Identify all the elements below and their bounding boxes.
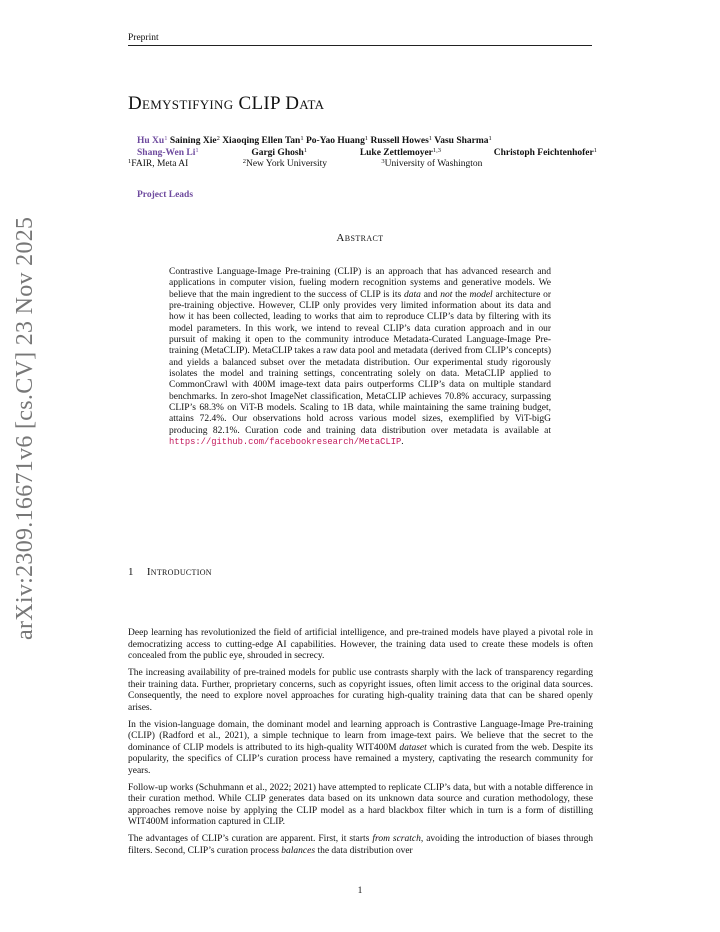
abstract-heading: Abstract	[336, 232, 384, 244]
affiliation: $^2$New York University	[242, 158, 327, 169]
author-line-1	[137, 136, 597, 148]
author-name: Shang-Wen Li$^1$	[137, 146, 199, 158]
author-line-2	[137, 148, 597, 160]
running-head: Preprint	[128, 33, 592, 46]
affiliation: $^1$FAIR, Meta AI	[128, 158, 189, 169]
introduction-body	[128, 628, 593, 863]
paragraph: In the vision-language domain, the dominant model and learning approach is Contrastive Language-Image Pre-training (CLIP) (Radford et al., 2021), a simple technique to learn from image-text pairs. We believe that the secret to the dominance of CLIP models is attributed to its high-quality WIT400M dataset which is curated from the web. Despite its popularity, the specifics of CLIP’s curation process have remained a mystery, captivating the research community for years.	[128, 719, 593, 776]
paragraph: Follow-up works (Schuhmann et al., 2022; 2021) have attempted to replicate CLIP’s data, but with a notable difference in their curation method. While CLIP generates data based on its unknown data source and curation methodology, these approaches remove noise by applying the CLIP model as a hard blackbox filter which in turn is a form of distilling WIT400M information captured in CLIP.	[128, 782, 593, 827]
author-name: Luke Zettlemoyer$^{1,3}$	[359, 146, 442, 158]
page-number: 1	[357, 886, 363, 896]
author-name: Vasu Sharma$^1$	[434, 135, 492, 146]
project-leads-note: Project Leads	[137, 190, 194, 200]
author-name: Hu Xu$^1$	[137, 135, 168, 146]
paragraph: Deep learning has revolutionized the field of artificial intelligence, and pre-trained models have played a pivotal role in democratizing access to cutting-edge AI capabilities. However, the training data used to create these models is often concealed from the public eye, shrouded in secrecy.	[128, 628, 593, 661]
section-number: 1	[128, 566, 134, 578]
paragraph: The increasing availability of pre-trained models for public use contrasts sharply with the lack of transparency regarding their training data. Further, proprietary concerns, such as copyright issues, often limit access to the original data sources. Consequently, the need to explore novel approaches for curating high-quality training data that can be shared openly arises.	[128, 668, 593, 713]
author-name: Russell Howes$^1$	[370, 135, 433, 146]
affiliation-line	[128, 159, 597, 171]
author-block	[128, 135, 597, 171]
paper-title: Demystifying CLIP Data	[128, 93, 325, 114]
author-name: Po-Yao Huang$^1$	[305, 135, 369, 146]
abstract-text: Contrastive Language-Image Pre-training (CLIP) is an approach that has advanced research and applications in computer vision, fueling modern recognition systems and generative models. We believe that the main ingredient to the success of CLIP is its data and not the model architecture or pre-training objective. However, CLIP only provides very limited information about its data and how it has been collected, leading to works that aim to reproduce CLIP’s data by filtering with its model parameters. In this work, we intend to reveal CLIP’s data curation approach and in our pursuit of making it open to the community introduce Metadata-Curated Language-Image Pre-training (MetaCLIP). MetaCLIP takes a raw data pool and metadata (derived from CLIP’s concepts) and yields a balanced subset over the metadata distribution. Our experimental study rigorously isolates the model and training settings, concentrating solely on data. MetaCLIP applied to CommonCrawl with 400M image-text data pairs outperforms CLIP’s data on multiple standard benchmarks. In zero-shot ImageNet classification, MetaCLIP achieves 70.8% accuracy, surpassing CLIP’s 68.3% on ViT-B models. Scaling to 1B data, while maintaining the same training budget, attains 72.4%. Our observations hold across various model sizes, exemplified by ViT-bigG producing 82.1%. Curation code and training data distribution over metadata is available at https://github.com/facebookresearch/MetaCLIP.	[169, 267, 551, 448]
section-heading	[128, 566, 212, 578]
author-name: Xiaoqing Ellen Tan$^1$	[222, 135, 304, 146]
arxiv-identifier-stamp: arXiv:2309.16671v6 [cs.CV] 23 Nov 2025	[12, 216, 38, 640]
section-title: Introduction	[146, 566, 212, 578]
paragraph: The advantages of CLIP’s curation are apparent. First, it starts from scratch, avoiding the introduction of biases through filters. Second, CLIP’s curation process balances the data distribution over	[128, 834, 593, 856]
github-link[interactable]: https://github.com/facebookresearch/MetaCLIP	[169, 437, 402, 448]
author-name: Gargi Ghosh$^1$	[251, 146, 308, 158]
affiliation: $^3$University of Washington	[381, 158, 483, 169]
author-name: Saining Xie$^2$	[169, 135, 220, 146]
author-name: Christoph Feichtenhofer$^1$	[493, 146, 597, 158]
